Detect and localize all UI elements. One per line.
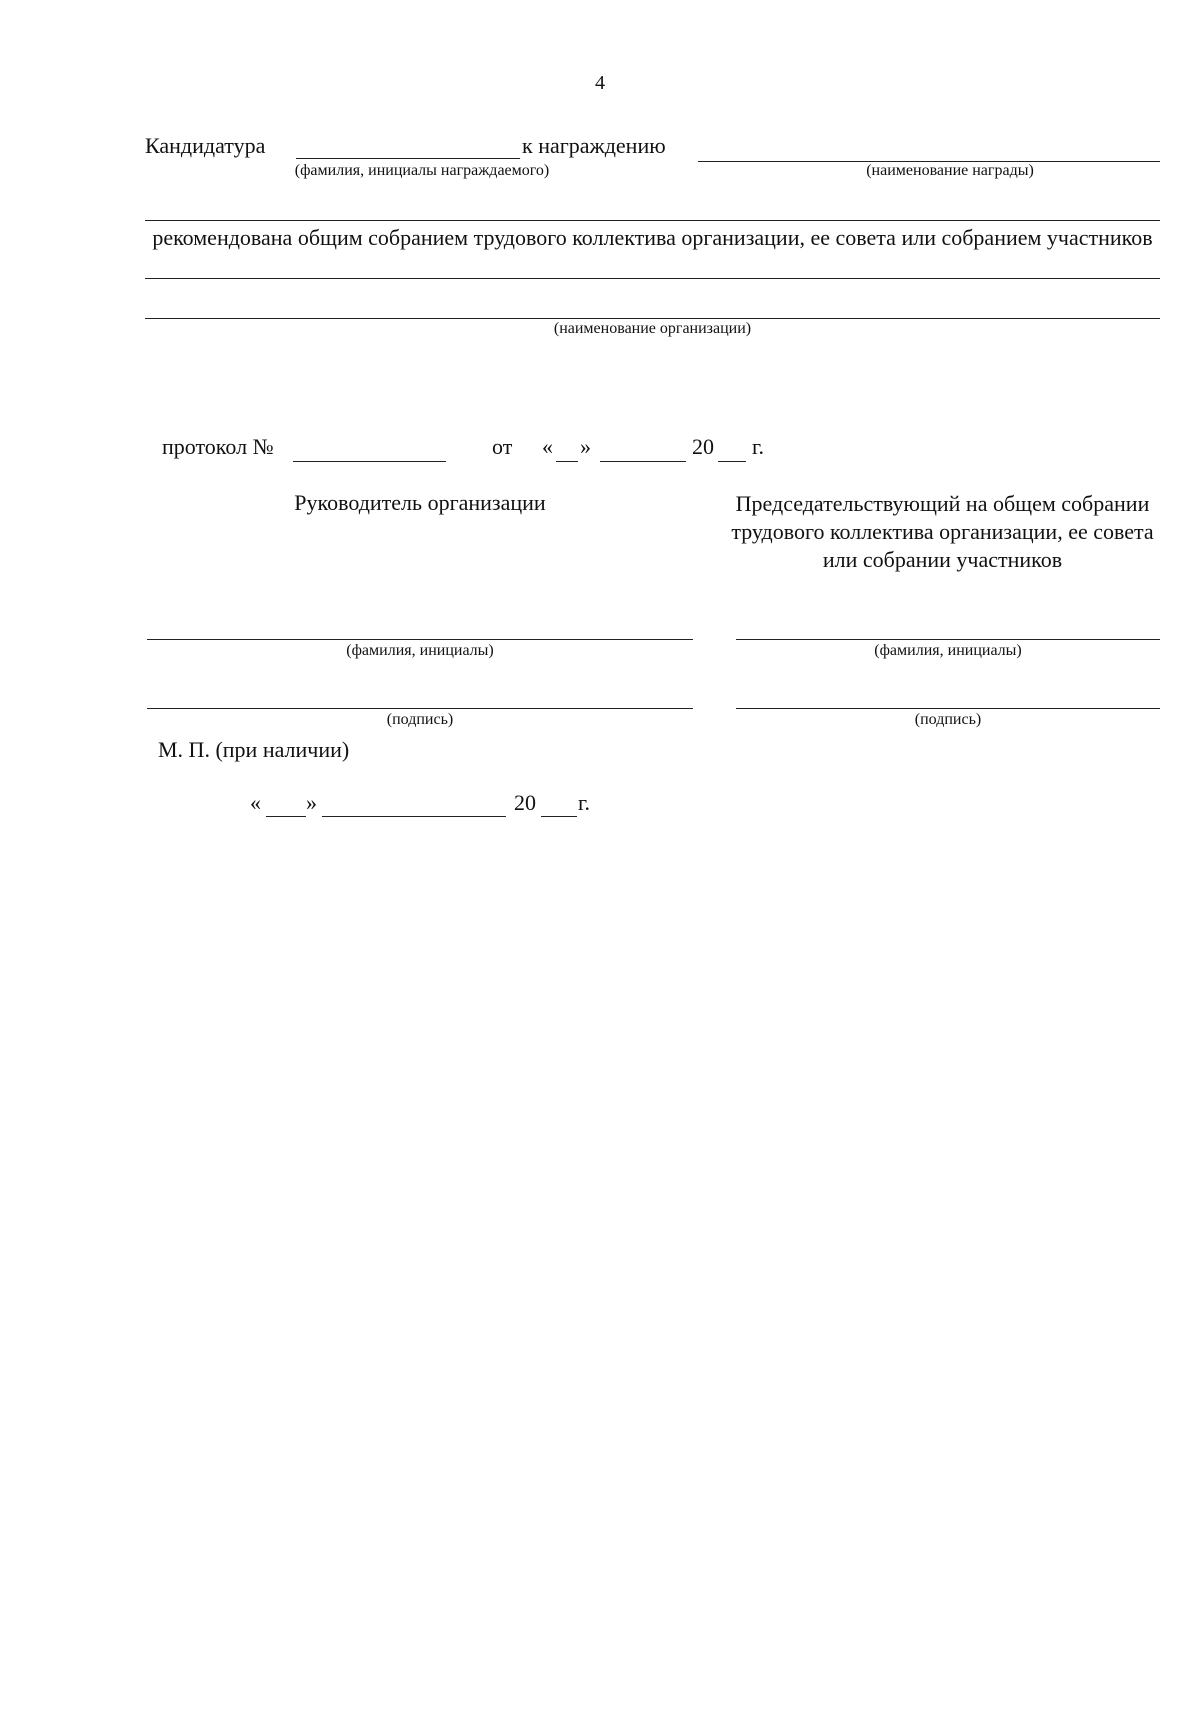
candidate-label: Кандидатура xyxy=(145,133,266,158)
protocol-date-quote-close: » xyxy=(580,434,591,459)
protocol-month-field[interactable] xyxy=(600,461,686,462)
footer-date-quote-open: « xyxy=(250,790,261,815)
candidate-name-hint: (фамилия, инициалы награждаемого) xyxy=(294,162,550,179)
page-number: 4 xyxy=(595,72,605,94)
protocol-from-label: от xyxy=(492,434,513,459)
head-signature-hint: (подпись) xyxy=(386,711,454,728)
chair-signature-hint: (подпись) xyxy=(914,711,982,728)
footer-date-quote-close: » xyxy=(306,790,317,815)
chairperson-title: Председательствующий на общем собрании трудового коллектива организации, ее совета или собрании участников xyxy=(731,491,1154,572)
footer-day-field[interactable] xyxy=(266,816,306,817)
head-name-hint: (фамилия, инициалы) xyxy=(346,642,494,659)
protocol-year-suffix: г. xyxy=(752,434,765,459)
candidate-name-field[interactable] xyxy=(296,158,520,159)
recommendation-text: рекомендована общим собранием трудового коллектива организации, ее совета или собранием участников xyxy=(152,225,1153,250)
organization-field-line-1[interactable] xyxy=(145,220,1160,221)
footer-year-prefix: 20 xyxy=(514,790,536,815)
award-label: к награждению xyxy=(522,133,666,158)
award-name-hint: (наименование награды) xyxy=(866,162,1034,179)
protocol-date-quote-open: « xyxy=(542,434,553,459)
protocol-year-field[interactable] xyxy=(718,461,746,462)
protocol-number-field[interactable] xyxy=(293,461,446,462)
footer-year-field[interactable] xyxy=(541,816,577,817)
head-name-field[interactable] xyxy=(147,639,693,640)
head-signature-field[interactable] xyxy=(147,708,693,709)
chair-name-hint: (фамилия, инициалы) xyxy=(874,642,1022,659)
footer-month-field[interactable] xyxy=(322,816,506,817)
protocol-day-field[interactable] xyxy=(556,461,578,462)
protocol-year-prefix: 20 xyxy=(692,434,714,459)
footer-year-suffix: г. xyxy=(578,790,591,815)
organization-field-line-2[interactable] xyxy=(145,278,1160,279)
organization-name-hint: (наименование организации) xyxy=(553,320,752,337)
head-of-organization-title: Руководитель организации xyxy=(294,490,546,515)
stamp-label: М. П. (при наличии) xyxy=(158,737,350,762)
chair-name-field[interactable] xyxy=(736,639,1160,640)
chair-signature-field[interactable] xyxy=(736,708,1160,709)
organization-field-line-3[interactable] xyxy=(145,318,1160,319)
protocol-label: протокол № xyxy=(162,434,274,459)
